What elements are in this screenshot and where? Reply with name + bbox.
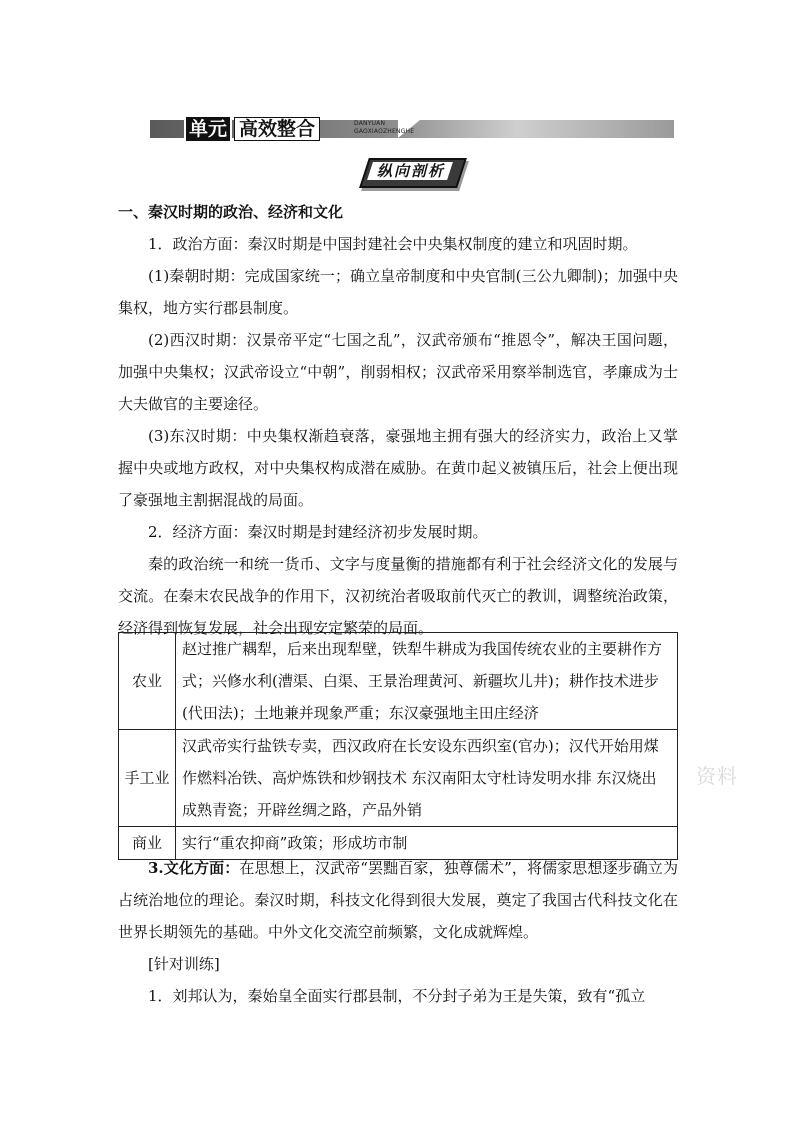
practice-question-1: 1．刘邦认为，秦始皇全面实行郡县制，不分封子弟为王是失策，致有“孤立 bbox=[148, 987, 646, 1005]
section-tag bbox=[364, 158, 458, 184]
watermark: 资料 bbox=[696, 764, 738, 788]
banner-pinyin-line2: GAOXIAOZHENGHE bbox=[354, 128, 415, 135]
politics-qin: (1)秦朝时期：完成国家统一；确立皇帝制度和中央官制(三公九卿制)；加强中央集权，地方实行郡县制度。 bbox=[118, 267, 678, 317]
table-cell-category: 商业 bbox=[119, 827, 176, 860]
practice-label: [针对训练] bbox=[148, 955, 220, 973]
table-cell-content: 赵过推广耦犁，后来出现犁壁，铁犁牛耕成为我国传统农业的主要耕作方式；兴修水利(漕渠、白渠、王景治理黄河、新疆坎儿井)；耕作技术进步(代田法)；土地兼并现象严重；东汉豪强地主田庄经济 bbox=[176, 633, 678, 730]
economy-table bbox=[118, 632, 678, 860]
politics-lead-text: 1．政治方面：秦汉时期是中国封建社会中央集权制度的建立和巩固时期。 bbox=[148, 235, 638, 253]
politics-lead bbox=[118, 228, 678, 260]
economy-lead: 2．经济方面：秦汉时期是封建经济初步发展时期。 bbox=[148, 523, 488, 541]
culture-text: 在思想上，汉武帝“罢黜百家，独尊儒术”，将儒家思想逐步确立为占统治地位的理论。秦汉时期，科技文化得到很大发展，奠定了我国古代科技文化在世界长期领先的基础。中外文化交流空前频繁，文化成就辉煌。 bbox=[118, 859, 678, 941]
table-cell-category: 农业 bbox=[119, 633, 176, 730]
table-cell-content: 汉武帝实行盐铁专卖，西汉政府在长安设东西织室(官办)；汉代开始用煤作燃料冶铁、高炉炼铁和炒钢技术 东汉南阳太守杜诗发明水排 东汉烧出成熟青瓷；开辟丝绸之路，产品外销 bbox=[176, 730, 678, 827]
economy-text: 秦的政治统一和统一货币、文字与度量衡的措施都有利于社会经济文化的发展与交流。在秦末农民战争的作用下，汉初统治者吸取前代灭亡的教训，调整统治政策，经济得到恢复发展，社会出现安定繁荣的局面。 bbox=[118, 555, 678, 637]
banner-title-part2: 高效整合 bbox=[234, 117, 320, 141]
table-row bbox=[119, 730, 678, 827]
banner-title bbox=[184, 116, 320, 142]
politics-western-han: (2)西汉时期：汉景帝平定“七国之乱”，汉武帝颁布“推恩令”，解决王国问题，加强中央集权；汉武帝设立“中朝”，削弱相权；汉武帝采用察举制选官，孝廉成为士大夫做官的主要途径。 bbox=[118, 331, 678, 413]
banner-title-part1: 单元 bbox=[184, 115, 232, 143]
table-cell-content: 实行“重农抑商”政策；形成坊市制 bbox=[176, 827, 678, 860]
unit-banner bbox=[150, 116, 674, 142]
culture-lead: 3.文化方面： bbox=[148, 859, 240, 877]
banner-pinyin-line1: DANYUAN bbox=[354, 120, 386, 127]
section-tag-label: 纵向剖析 bbox=[376, 162, 445, 180]
culture-paragraph bbox=[118, 852, 678, 948]
banner-pinyin bbox=[354, 120, 414, 136]
table-cell-category: 手工业 bbox=[119, 730, 176, 827]
section-heading: 一、秦汉时期的政治、经济和文化 bbox=[118, 203, 344, 221]
politics-eastern-han: (3)东汉时期：中央集权渐趋衰落，豪强地主拥有强大的经济实力，政治上又掌握中央或地方政权，对中央集权构成潜在威胁。在黄巾起义被镇压后，社会上便出现了豪强地主割据混战的局面。 bbox=[118, 427, 678, 509]
table-row bbox=[119, 633, 678, 730]
